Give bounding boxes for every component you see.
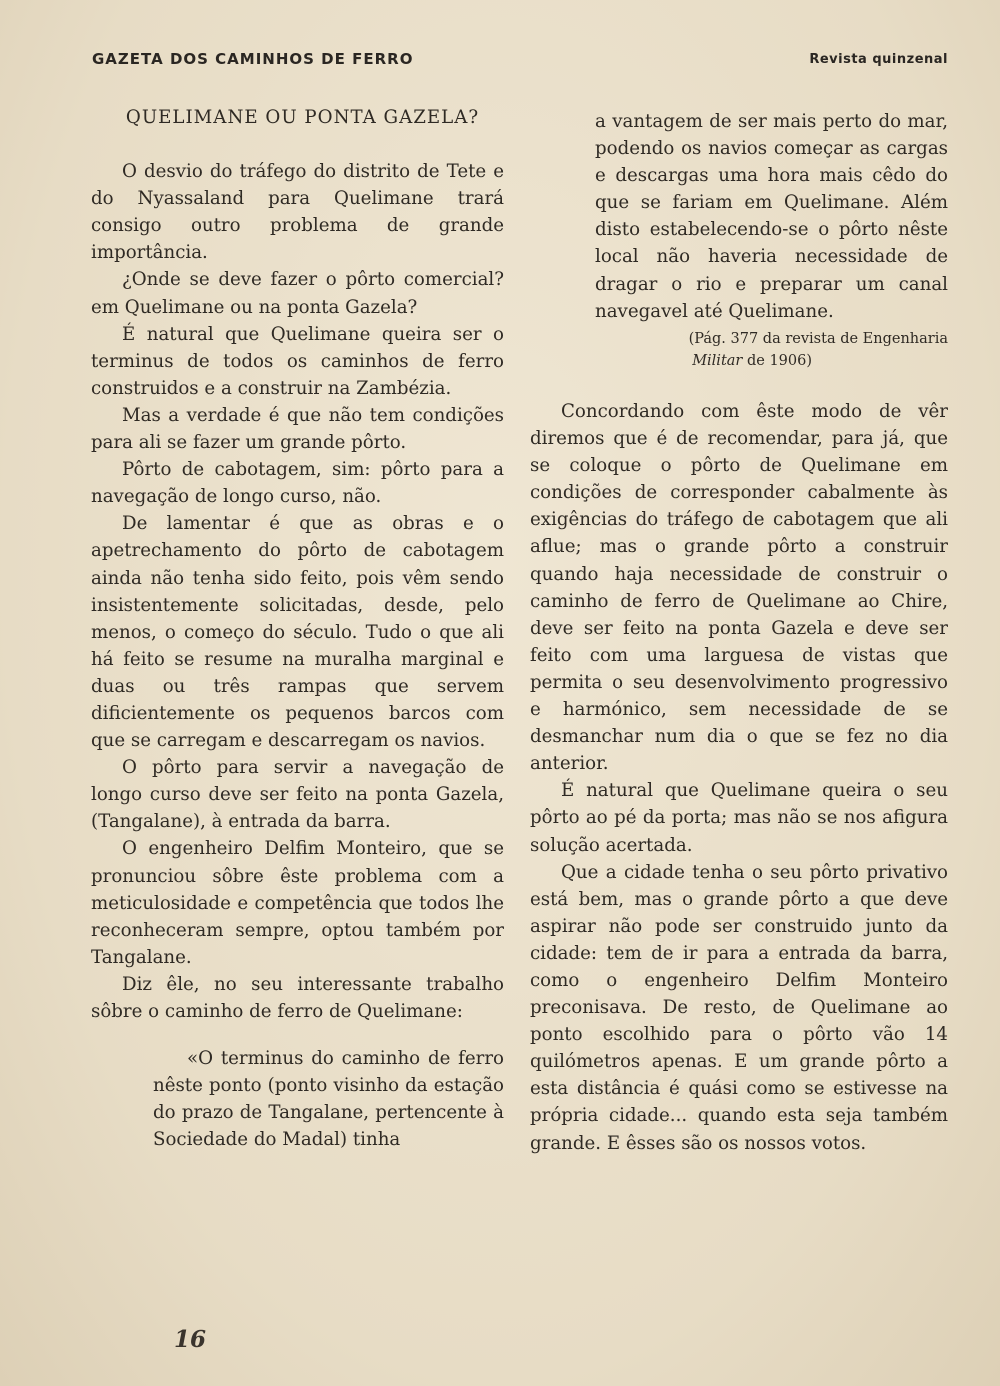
quotation-block: [91, 1045, 504, 1153]
quotation-end: a vantagem de ser mais perto do mar, podendo os navios começar as cargas e descargas uma hora mais cêdo do que se fariam em Quelimane. Além disto estabelecendo-se o pôrto nêste local não haveria necessidade de dragar o rio e preparar um canal navegavel até Quelimane.: [595, 111, 948, 322]
paragraph: O engenheiro Delfim Monteiro, que se pronunciou sôbre êste problema com a meticulosidade e competência que todos lhe reconheceram sempre, optou também por Tangalane.: [91, 838, 504, 968]
paragraph: O desvio do tráfego do distrito de Tete e do Nyassaland para Quelimane trará consigo outro problema de grande importância.: [91, 161, 504, 264]
paragraph: Mas a verdade é que não tem condições para ali se fazer um grande pôrto.: [91, 404, 504, 454]
paragraph: Diz êle, no seu interessante trabalho sôbre o caminho de ferro de Quelimane:: [91, 973, 504, 1022]
page-number: 16: [174, 1326, 207, 1353]
citation-line-1: (Pág. 377 da revista de Engenharia: [688, 331, 948, 347]
publication-title: GAZETA DOS CAMINHOS DE FERRO: [92, 50, 414, 68]
quotation-continuation: [595, 108, 948, 325]
paragraph: ¿Onde se deve fazer o pôrto comercial? em Quelimane ou na ponta Gazela?: [91, 269, 504, 318]
citation: [640, 328, 948, 372]
quotation-start: «O terminus do caminho de ferro nêste ponto (ponto visinho da estação do prazo de Tangalane, pertencente à Sociedade do Madal) tinha: [153, 1048, 504, 1151]
paragraph: Pôrto de cabotagem, sim: pôrto para a navegação de longo curso, não.: [91, 459, 504, 508]
citation-year: de 1906): [742, 353, 812, 369]
paragraph: De lamentar é que as obras e o apetrechamento do pôrto de cabotagem ainda não tenha sido feito, pois vêm sendo insistentemente solicitadas, desde, pelo menos, o começo do século. Tudo o que ali há feito se resume na muralha marginal e duas ou três rampas que servem dificientemente os pequenos barcos com que se carregam e descarregam os navios.: [91, 513, 504, 752]
paragraph: Concordando com êste modo de vêr diremos que é de recomendar, para já, que se coloque o pôrto de Quelimane em condições de corresponder cabalmente às exigências do tráfego de cabotagem que ali aflue; mas o grande pôrto a construir quando haja necessidade de construir o caminho de ferro de Quelimane ao Chire, deve ser feito na ponta Gazela e deve ser feito com uma larguesa de vistas que permita o seu desenvolvimento progressivo e harmónico, sem necessidade de se desmanchar num dia o que se fez no dia anterior.: [530, 401, 948, 775]
citation-line-2: [640, 350, 948, 372]
right-column: [530, 398, 948, 1157]
paragraph: É natural que Quelimane queira o seu pôrto ao pé da porta; mas não se nos afigura solução acertada.: [530, 780, 948, 856]
publication-frequency: Revista quinzenal: [809, 52, 948, 67]
paragraph: O pôrto para servir a navegação de longo curso deve ser feito na ponta Gazela, (Tangalane), à entrada da barra.: [91, 757, 504, 833]
article-title: QUELIMANE OU PONTA GAZELA?: [125, 107, 480, 128]
left-column: [91, 104, 504, 1153]
citation-journal: Militar: [692, 353, 743, 369]
paragraph: Que a cidade tenha o seu pôrto privativo está bem, mas o grande pôrto a que deve aspirar não pode ser construido junto da cidade: tem de ir para a entrada da barra, como o engenheiro Delfim Monteiro preconisava. De resto, de Quelimane ao ponto escolhido para o pôrto vão 14 quilómetros apenas. E um grande pôrto a esta distância é quási como se estivesse na própria cidade... quando esta seja também grande. E êsses são os nossos votos.: [530, 861, 948, 1154]
paragraph: É natural que Quelimane queira ser o terminus de todos os caminhos de ferro construidos e a construir na Zambézia.: [91, 323, 504, 399]
